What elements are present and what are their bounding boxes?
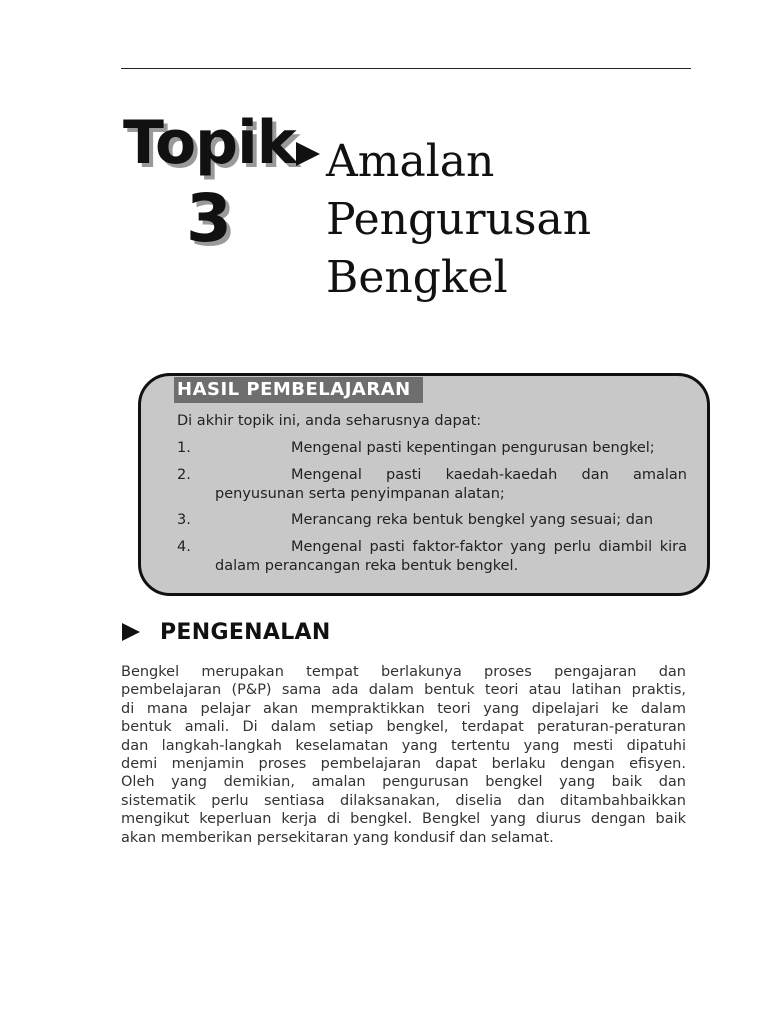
outcome-text: Mengenal pasti kaedah-kaedah dan amalan (291, 467, 687, 483)
intro-paragraph (121, 663, 686, 847)
outcome-text-continued: penyusunan serta penyimpanan alatan; (215, 486, 505, 502)
outcome-number: 1. (177, 440, 191, 456)
outcome-number: 2. (177, 467, 191, 483)
outcome-text: Mengenal pasti kepentingan pengurusan bengkel; (291, 440, 655, 456)
outcome-text: Mengenal pasti faktor-faktor yang perlu diambil kira (291, 539, 687, 555)
outcome-item (177, 538, 687, 576)
learning-outcomes-heading: HASIL PEMBELAJARAN (174, 377, 423, 403)
arrow-right-icon (296, 142, 320, 166)
chapter-title-line: Amalan (326, 136, 495, 187)
learning-outcomes-intro: Di akhir topik ini, anda seharusnya dapat: (177, 413, 482, 429)
paragraph-line: di mana pelajar akan mempraktikkan teori yang dipelajari ke dalam (121, 700, 686, 717)
paragraph-line: pembelajaran (P&P) sama ada dalam bentuk teori atau latihan praktis, (121, 682, 686, 699)
paragraph-line: akan memberikan persekitaran yang kondusif dan selamat. (121, 829, 554, 846)
outcome-text: Merancang reka bentuk bengkel yang sesuai; dan (291, 512, 654, 528)
paragraph-line: Oleh yang demikian, amalan pengurusan bengkel yang baik dan (121, 774, 686, 791)
topic-label: Topik (123, 108, 296, 178)
header-rule (121, 68, 691, 69)
outcome-number: 3. (177, 512, 191, 528)
paragraph-line: bentuk amali. Di dalam setiap bengkel, terdapat peraturan-peraturan (121, 719, 686, 736)
outcome-number: 4. (177, 539, 191, 555)
paragraph-line: dan langkah-langkah keselamatan yang tertentu yang mesti dipatuhi (121, 737, 686, 754)
chapter-title (326, 133, 686, 307)
paragraph-line: mengikut keperluan kerja di bengkel. Bengkel yang diurus dengan baik (121, 811, 686, 828)
paragraph-line: sistematik perlu sentiasa dilaksanakan, diselia dan ditambahbaikkan (121, 792, 686, 809)
outcome-item (177, 439, 687, 458)
chapter-title-line: Bengkel (326, 252, 508, 303)
outcome-item (177, 466, 687, 504)
paragraph-line: demi menjamin proses pembelajaran dapat berlaku dengan efisyen. (121, 756, 686, 773)
topic-number: 3 (186, 180, 232, 257)
triangle-bullet-icon (122, 623, 140, 641)
chapter-title-line: Pengurusan (326, 194, 592, 245)
paragraph-line: Bengkel merupakan tempat berlakunya proses pengajaran dan (121, 664, 686, 680)
outcome-text-continued: dalam perancangan reka bentuk bengkel. (215, 558, 519, 574)
outcome-item (177, 511, 687, 530)
section-heading: PENGENALAN (160, 620, 331, 645)
